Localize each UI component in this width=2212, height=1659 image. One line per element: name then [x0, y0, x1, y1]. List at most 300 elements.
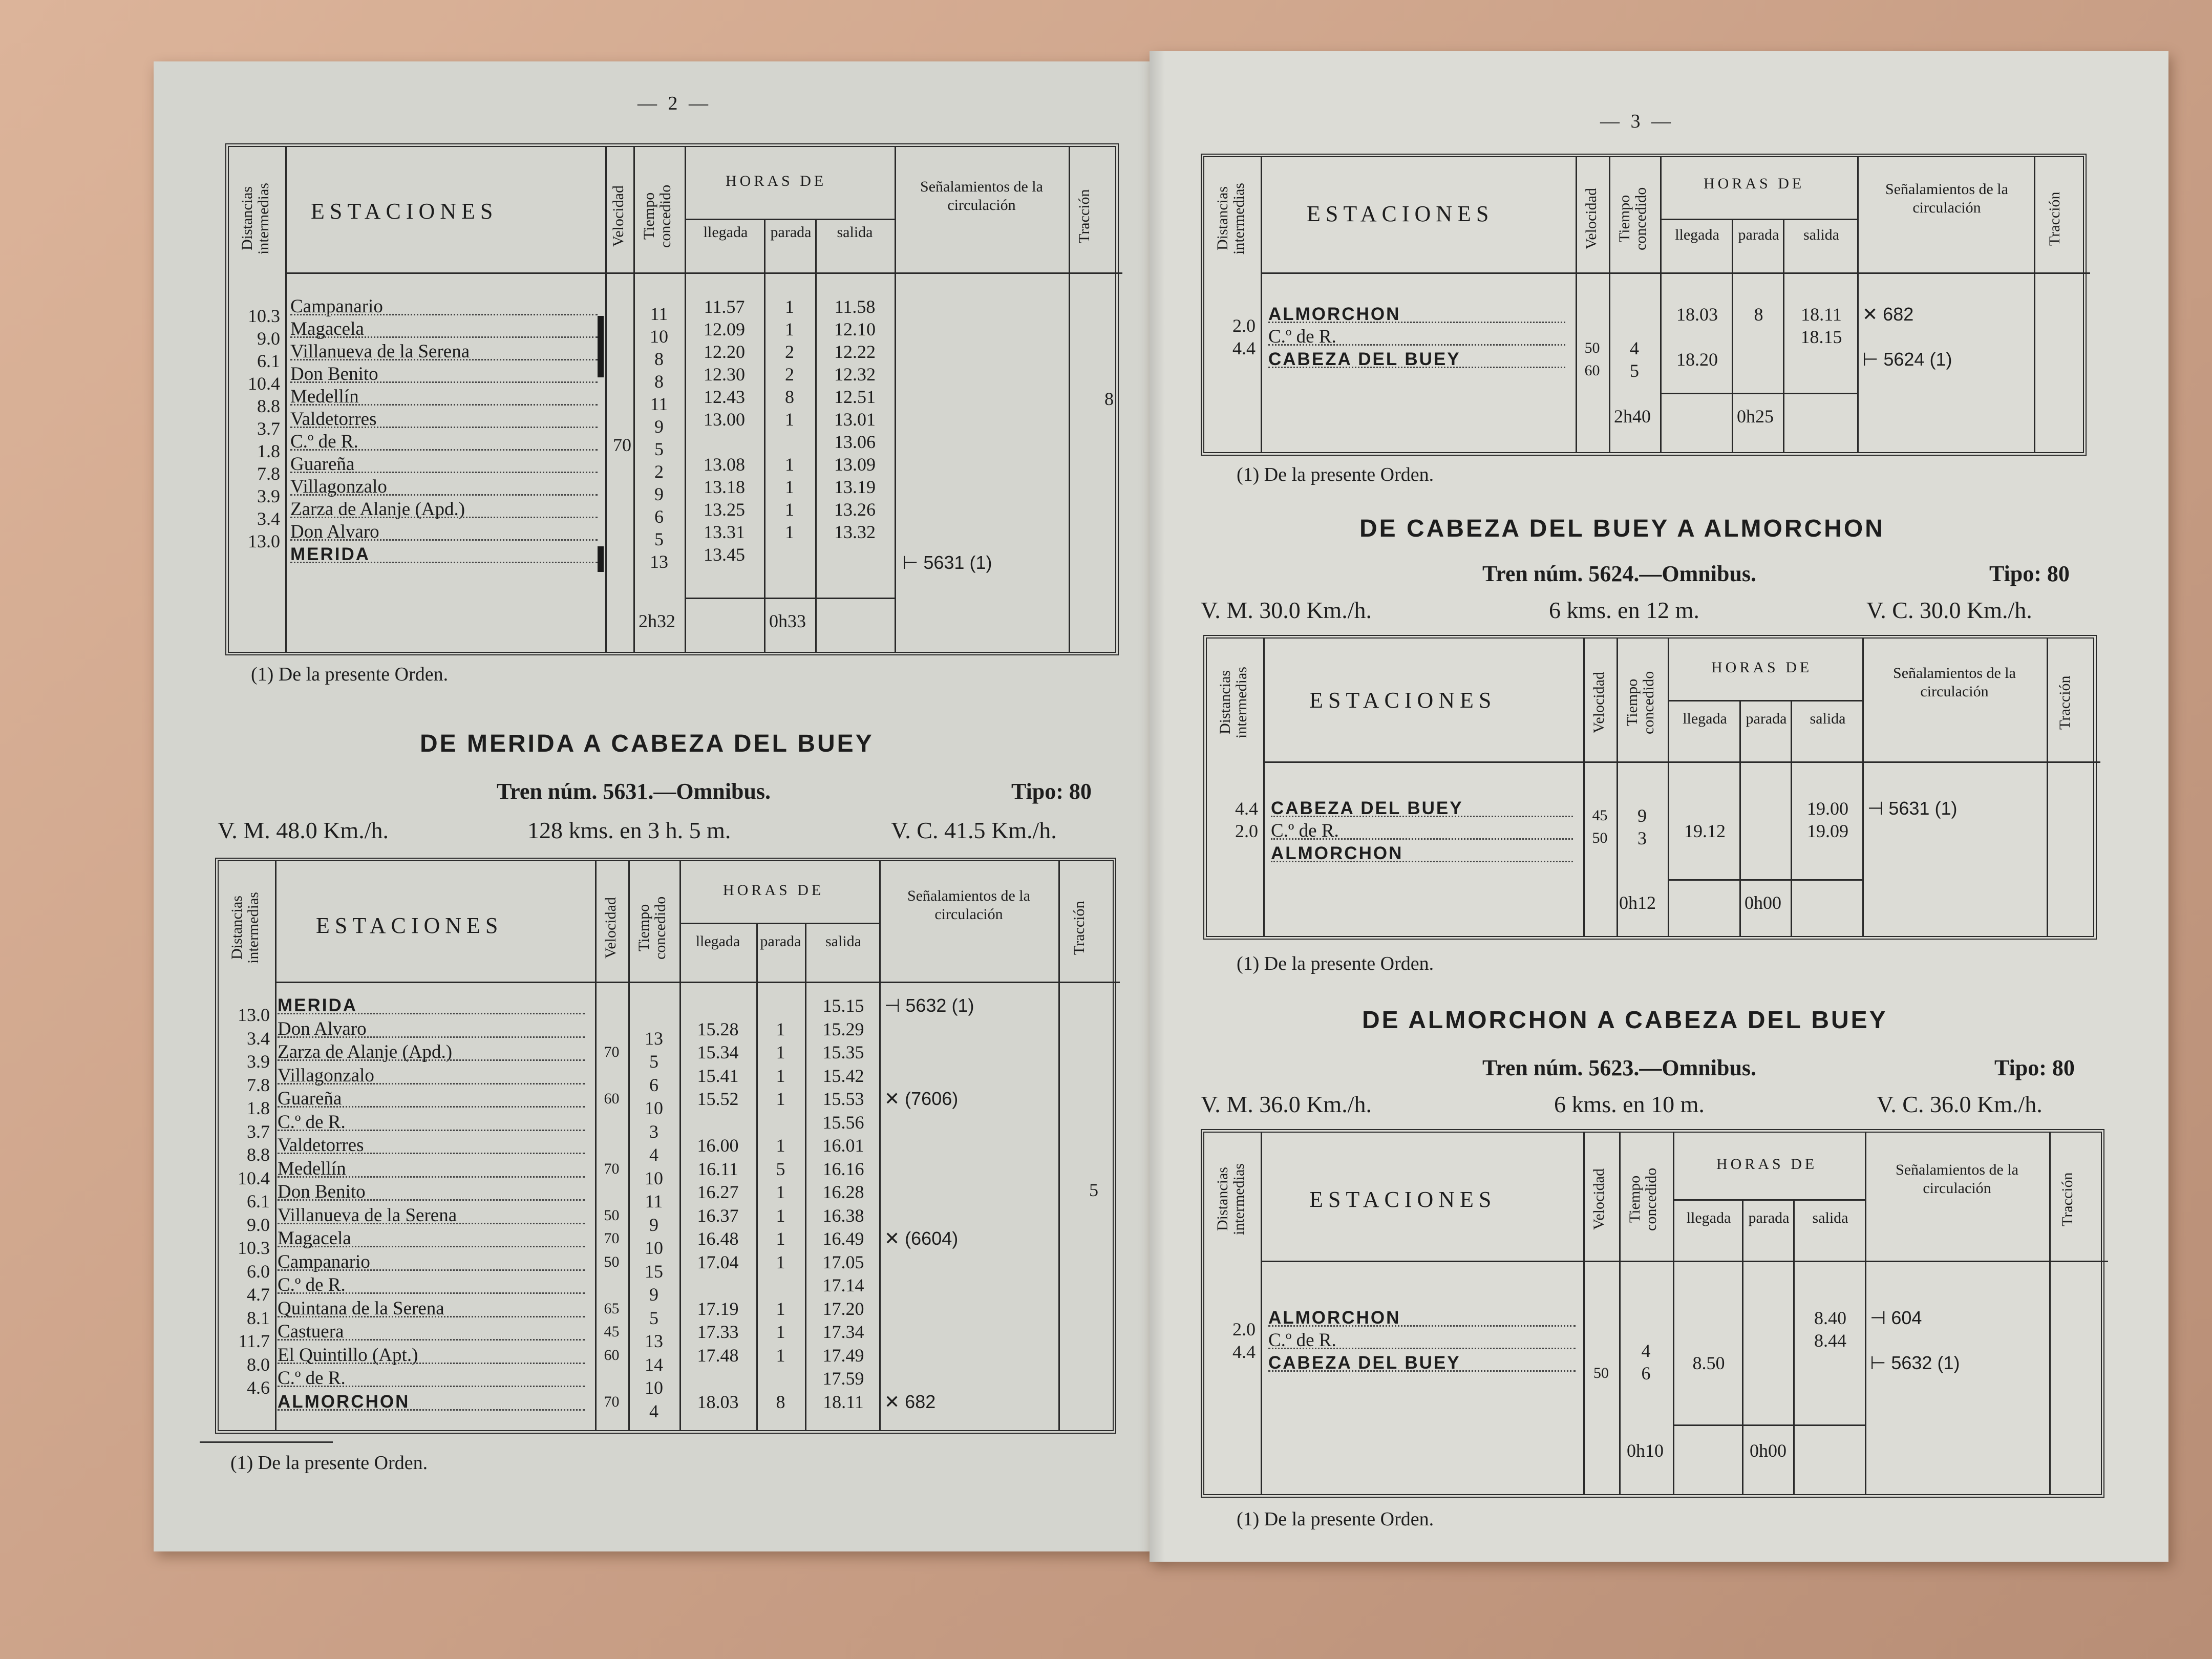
row-llegada: 16.00	[697, 1135, 739, 1156]
dot-leader	[290, 562, 598, 563]
row-station: Guareña	[278, 1088, 345, 1110]
row-parada: 1	[785, 477, 794, 497]
row-llegada: 8.50	[1692, 1353, 1725, 1373]
header-horas: HORAS DE	[1704, 175, 1805, 192]
row-station: Quintana de la Serena	[278, 1298, 448, 1320]
header-senalamientos: Señalamientos de la circulación	[920, 178, 1043, 214]
header-parada: parada	[770, 224, 812, 241]
row-tiempo: 4	[649, 1144, 658, 1165]
row-signal: ⊣ 604	[1870, 1307, 1922, 1328]
header-estaciones: ESTACIONES	[1309, 688, 1497, 713]
commercial-speed: V. C. 30.0 Km./h.	[1866, 597, 2032, 623]
row-salida: 13.09	[834, 454, 876, 475]
row-station: Valdetorres	[290, 408, 380, 431]
row-salida: 15.56	[822, 1112, 864, 1133]
row-parada: 1	[785, 522, 794, 542]
train-number: Tren núm. 5623.—Omnibus.	[1482, 1055, 1757, 1080]
row-distance: 3.9	[247, 1051, 270, 1072]
row-llegada: 18.20	[1676, 349, 1718, 370]
train-number: Tren núm. 5631.—Omnibus.	[497, 779, 771, 804]
dot-leader	[278, 1363, 585, 1364]
distance-time: 128 kms. en 3 h. 5 m.	[527, 817, 731, 843]
row-station: Villanueva de la Serena	[278, 1204, 460, 1227]
dot-leader	[278, 1316, 585, 1317]
row-distance: 2.0	[1232, 315, 1256, 336]
header-senalamientos: Señalamientos de la circulación	[907, 887, 1030, 923]
header-velocidad: Velocidad	[610, 185, 627, 247]
row-velocidad: 45	[1592, 807, 1608, 824]
header-senalamientos: Señalamientos de la circulación	[1885, 181, 2008, 216]
footnote: (1) De la presente Orden.	[1237, 464, 1434, 485]
row-station: CABEZA DEL BUEY	[1271, 797, 1466, 820]
header-llegada: llegada	[703, 224, 748, 241]
row-parada: 2	[785, 342, 794, 362]
dot-leader	[278, 1130, 585, 1131]
row-tiempo: 13	[650, 551, 668, 572]
page-fold	[1150, 51, 1165, 1562]
row-distance: 3.9	[257, 486, 280, 506]
header-tiempo: Tiempo concedido	[635, 896, 669, 960]
page-number: — 2 —	[637, 93, 711, 114]
row-salida: 16.49	[822, 1228, 864, 1249]
row-distance: 9.0	[247, 1214, 270, 1235]
row-station: Don Alvaro	[278, 1018, 370, 1040]
row-llegada: 16.27	[697, 1182, 739, 1202]
distance-time: 6 kms. en 10 m.	[1554, 1091, 1705, 1117]
header-salida: salida	[1803, 226, 1839, 243]
row-station: C.º de R.	[1271, 820, 1342, 842]
dot-leader	[1268, 322, 1565, 323]
footnote: (1) De la presente Orden.	[1237, 953, 1434, 974]
header-tiempo: Tiempo concedido	[1626, 1167, 1660, 1231]
row-llegada: 15.41	[697, 1065, 739, 1086]
row-station: Zarza de Alanje (Apd.)	[278, 1041, 455, 1064]
row-salida: 19.00	[1807, 798, 1848, 819]
header-estaciones: ESTACIONES	[311, 199, 498, 224]
row-velocidad: 50	[1592, 830, 1608, 846]
row-salida: 13.26	[834, 499, 876, 520]
header-traccion: Tracción	[1071, 901, 1088, 955]
row-signal: ⊣ 5632 (1)	[884, 995, 974, 1016]
row-parada: 1	[776, 1018, 785, 1039]
row-llegada: 18.03	[697, 1391, 739, 1412]
dot-leader	[278, 1106, 585, 1108]
row-station: Campanario	[290, 295, 386, 318]
header-distancias: Distancias intermedias	[1214, 1163, 1247, 1235]
row-parada: 1	[785, 409, 794, 430]
row-salida: 15.53	[822, 1089, 864, 1109]
header-senalamientos: Señalamientos de la circulación	[1893, 665, 2016, 700]
row-salida: 15.29	[822, 1018, 864, 1039]
row-parada: 1	[776, 1251, 785, 1272]
row-distance: 10.4	[238, 1167, 270, 1188]
row-salida: 17.59	[822, 1368, 864, 1389]
row-distance: 10.3	[238, 1238, 270, 1258]
header-tiempo: Tiempo concedido	[641, 184, 674, 248]
row-salida: 8.44	[1814, 1330, 1846, 1351]
header-distancias: Distancias intermedias	[239, 183, 272, 254]
header-traccion: Tracción	[2056, 675, 2073, 730]
row-salida: 16.01	[822, 1135, 864, 1156]
total-parada: 0h25	[1737, 406, 1774, 427]
row-distance: 3.4	[257, 508, 280, 529]
row-signal: ✕ (7606)	[884, 1088, 959, 1109]
header-traccion: Tracción	[1076, 189, 1093, 243]
row-salida: 12.10	[834, 319, 876, 339]
row-llegada: 12.43	[704, 387, 745, 407]
section-title: DE MERIDA A CABEZA DEL BUEY	[420, 730, 874, 757]
row-station: Magacela	[278, 1227, 354, 1250]
row-tiempo: 9	[649, 1214, 658, 1235]
row-station: ALMORCHON	[1268, 303, 1403, 326]
row-salida: 17.20	[822, 1298, 864, 1319]
signal-label: ⊢ 5631 (1)	[902, 552, 992, 573]
row-station: MERIDA	[290, 543, 373, 566]
commercial-speed: V. C. 41.5 Km./h.	[891, 817, 1057, 843]
row-parada: 1	[785, 319, 794, 339]
dot-leader	[278, 1083, 585, 1084]
row-distance: 4.4	[1232, 338, 1256, 358]
row-llegada: 13.18	[704, 477, 745, 497]
row-parada: 1	[776, 1065, 785, 1086]
row-tiempo: 3	[1637, 828, 1647, 848]
timetable-merida-section	[225, 143, 1119, 655]
row-tiempo: 10	[645, 1167, 663, 1188]
row-distance: 8.0	[247, 1354, 270, 1375]
row-distance: 8.8	[257, 396, 280, 416]
row-parada: 1	[776, 1298, 785, 1319]
dot-leader	[290, 336, 598, 338]
dot-leader	[1268, 1348, 1576, 1349]
row-salida: 11.58	[834, 296, 876, 317]
row-salida: 17.34	[822, 1322, 864, 1342]
row-llegada: 13.00	[704, 409, 745, 430]
row-tiempo: 11	[650, 394, 668, 414]
max-speed: V. M. 48.0 Km./h.	[218, 817, 389, 843]
dot-leader	[1271, 838, 1573, 840]
train-number: Tren núm. 5624.—Omnibus.	[1482, 561, 1757, 586]
row-tiempo: 15	[645, 1261, 663, 1282]
row-distance: 4.4	[1232, 1342, 1256, 1362]
row-salida: 12.22	[834, 342, 876, 362]
row-velocidad: 70	[604, 1160, 620, 1177]
row-tiempo: 9	[1637, 805, 1647, 826]
traccion-value: 5	[1089, 1180, 1098, 1200]
row-tiempo: 9	[649, 1284, 658, 1305]
header-parada: parada	[1746, 710, 1787, 727]
row-velocidad: 60	[604, 1090, 620, 1107]
header-salida: salida	[1810, 710, 1846, 727]
dot-leader	[278, 1223, 585, 1224]
row-distance: 4.6	[247, 1377, 270, 1398]
row-llegada: 12.20	[704, 342, 745, 362]
header-velocidad: Velocidad	[602, 897, 619, 959]
dot-leader	[278, 1339, 585, 1341]
timetable-almorchon-cabeza	[1201, 154, 2087, 456]
footnote: (1) De la presente Orden.	[1237, 1508, 1434, 1530]
commercial-speed: V. C. 36.0 Km./h.	[1877, 1091, 2043, 1117]
dot-leader	[290, 404, 598, 406]
header-salida: salida	[825, 933, 861, 950]
row-station: Medellín	[290, 386, 362, 408]
footnote: (1) De la presente Orden.	[251, 664, 449, 685]
row-velocidad: 65	[604, 1300, 620, 1317]
section-title: DE CABEZA DEL BUEY A ALMORCHON	[1359, 515, 1885, 542]
dot-leader	[278, 1059, 585, 1061]
row-parada: 1	[785, 296, 794, 317]
row-parada: 1	[776, 1345, 785, 1366]
row-velocidad: 60	[1584, 362, 1600, 379]
row-llegada: 13.31	[704, 522, 745, 542]
dot-leader	[1271, 816, 1573, 817]
row-llegada: 16.48	[697, 1228, 739, 1249]
row-tiempo: 2	[654, 461, 664, 482]
row-parada: 1	[776, 1182, 785, 1202]
header-estaciones: ESTACIONES	[316, 913, 503, 938]
header-distancias: Distancias intermedias	[1217, 667, 1250, 738]
header-horas: HORAS DE	[1711, 659, 1813, 676]
row-llegada: 19.12	[1684, 821, 1726, 841]
train-type: Tipo: 80	[1989, 561, 2070, 586]
dot-leader	[278, 1036, 585, 1038]
row-salida: 13.06	[834, 432, 876, 452]
dot-leader	[290, 427, 598, 428]
row-station: Villanueva de la Serena	[290, 341, 473, 363]
row-parada: 1	[776, 1322, 785, 1342]
row-signal: ⊢ 5632 (1)	[1870, 1352, 1960, 1373]
row-llegada: 17.33	[697, 1322, 739, 1342]
traccion-value: 8	[1104, 389, 1114, 409]
header-parada: parada	[1738, 226, 1779, 243]
row-distance: 1.8	[247, 1098, 270, 1118]
row-salida: 17.49	[822, 1345, 864, 1366]
row-velocidad: 45	[604, 1323, 620, 1340]
header-horas: HORAS DE	[723, 882, 824, 899]
row-distance: 7.8	[247, 1074, 270, 1095]
row-velocidad: 50	[1593, 1365, 1609, 1381]
row-distance: 6.1	[247, 1191, 270, 1211]
header-parada: parada	[1748, 1209, 1790, 1226]
row-llegada: 12.30	[704, 364, 745, 385]
row-llegada: 15.34	[697, 1042, 739, 1062]
row-salida: 17.05	[822, 1251, 864, 1272]
dot-leader	[290, 314, 598, 315]
header-parada: parada	[760, 933, 801, 950]
row-tiempo: 4	[649, 1400, 658, 1421]
row-station: C.º de R.	[278, 1111, 349, 1134]
dot-leader	[1271, 861, 1573, 862]
row-tiempo: 13	[645, 1331, 663, 1351]
row-station: C.º de R.	[1268, 1329, 1339, 1352]
row-station: CABEZA DEL BUEY	[1268, 348, 1464, 371]
row-station: Zarza de Alanje (Apd.)	[290, 498, 468, 521]
row-station: Castuera	[278, 1321, 347, 1343]
header-traccion: Tracción	[2059, 1172, 2076, 1226]
header-tiempo: Tiempo concedido	[1616, 187, 1649, 250]
row-station: Magacela	[290, 318, 367, 341]
dot-leader	[290, 449, 598, 451]
row-tiempo: 8	[654, 371, 664, 392]
row-velocidad: 60	[604, 1346, 620, 1364]
dot-leader	[278, 1409, 585, 1411]
row-llegada: 18.03	[1676, 304, 1718, 325]
row-velocidad: 70	[604, 1230, 620, 1247]
row-distance: 11.7	[238, 1331, 270, 1351]
row-signal: ✕ (6604)	[884, 1228, 959, 1249]
row-parada: 5	[776, 1158, 785, 1179]
dot-leader	[1268, 1325, 1576, 1327]
row-signal: ⊢ 5624 (1)	[1862, 349, 1952, 370]
row-llegada: 17.19	[697, 1298, 739, 1319]
row-velocidad: 70	[604, 1393, 620, 1410]
dot-leader	[278, 1246, 585, 1247]
row-salida: 15.15	[822, 995, 864, 1016]
row-distance: 13.0	[248, 531, 280, 551]
header-horas: HORAS DE	[726, 173, 827, 189]
row-distance: 8.1	[247, 1307, 270, 1328]
row-distance: 4.4	[1235, 798, 1258, 819]
row-salida: 18.11	[1801, 304, 1842, 325]
row-llegada: 16.11	[697, 1158, 738, 1179]
row-tiempo: 6	[1641, 1363, 1651, 1384]
row-station: Don Benito	[290, 363, 381, 386]
row-distance: 3.7	[257, 418, 280, 439]
row-llegada: 13.45	[704, 544, 745, 565]
header-llegada: llegada	[1686, 1209, 1731, 1226]
dot-leader	[278, 1386, 585, 1387]
header-tiempo: Tiempo concedido	[1624, 671, 1657, 734]
row-tiempo: 4	[1630, 338, 1639, 358]
row-tiempo: 10	[645, 1098, 663, 1118]
dot-leader	[290, 359, 598, 360]
row-distance: 9.0	[257, 328, 280, 349]
right-page	[1150, 51, 2168, 1562]
row-tiempo: 10	[645, 1377, 663, 1398]
row-parada: 1	[785, 499, 794, 520]
total-tiempo: 0h12	[1619, 892, 1656, 913]
row-tiempo: 10	[645, 1238, 663, 1258]
row-tiempo: 11	[650, 304, 668, 324]
row-distance: 7.8	[257, 463, 280, 484]
row-tiempo: 9	[654, 484, 664, 504]
header-llegada: llegada	[1683, 710, 1727, 727]
row-tiempo: 5	[1630, 360, 1639, 381]
row-velocidad: 70	[604, 1044, 620, 1060]
row-parada: 8	[776, 1391, 785, 1412]
total-parada: 0h00	[1745, 892, 1781, 913]
row-distance: 13.0	[238, 1005, 270, 1025]
row-station: C.º de R.	[1268, 326, 1339, 348]
row-tiempo: 6	[654, 506, 664, 527]
row-llegada: 17.04	[697, 1251, 739, 1272]
row-parada: 1	[776, 1135, 785, 1156]
header-horas: HORAS DE	[1716, 1156, 1818, 1173]
row-station: Guareña	[290, 453, 357, 476]
left-page	[154, 61, 1165, 1551]
row-tiempo: 4	[1641, 1341, 1651, 1361]
row-distance: 1.8	[257, 441, 280, 461]
row-station: C.º de R.	[278, 1274, 349, 1296]
row-salida: 8.40	[1814, 1308, 1846, 1328]
velocidad-value: 70	[613, 435, 631, 455]
row-salida: 18.11	[823, 1391, 864, 1412]
row-parada: 8	[785, 387, 794, 407]
row-salida: 17.14	[822, 1275, 864, 1295]
dot-leader	[1268, 1370, 1576, 1372]
row-distance: 3.7	[247, 1121, 270, 1142]
row-tiempo: 9	[654, 416, 664, 437]
row-salida: 15.35	[822, 1042, 864, 1062]
row-llegada: 13.08	[704, 454, 745, 475]
timetable-5631	[215, 858, 1116, 1434]
row-llegada: 11.57	[704, 296, 745, 317]
row-station: MERIDA	[278, 994, 360, 1017]
row-velocidad: 50	[604, 1253, 620, 1270]
row-salida: 15.42	[822, 1065, 864, 1086]
row-salida: 18.15	[1800, 327, 1842, 347]
row-distance: 6.0	[247, 1261, 270, 1282]
header-salida: salida	[1812, 1209, 1848, 1226]
row-tiempo: 5	[654, 439, 664, 459]
row-parada: 1	[776, 1205, 785, 1226]
total-tiempo: 0h10	[1627, 1440, 1664, 1461]
row-station: C.º de R.	[278, 1367, 349, 1390]
row-llegada: 15.52	[697, 1089, 739, 1109]
row-station: ALMORCHON	[1268, 1307, 1403, 1329]
row-tiempo: 10	[650, 326, 668, 347]
row-signal: ⊣ 5631 (1)	[1867, 798, 1958, 819]
dot-leader	[278, 1176, 585, 1178]
max-speed: V. M. 30.0 Km./h.	[1201, 597, 1372, 623]
dot-leader	[278, 1269, 585, 1271]
row-llegada: 15.28	[697, 1018, 739, 1039]
train-type: Tipo: 80	[1011, 779, 1092, 804]
dot-leader	[290, 539, 598, 541]
row-station: ALMORCHON	[1271, 842, 1406, 865]
header-estaciones: ESTACIONES	[1309, 1187, 1497, 1212]
row-distance: 3.4	[247, 1028, 270, 1049]
header-velocidad: Velocidad	[1590, 1168, 1607, 1230]
dot-leader	[278, 1153, 585, 1154]
row-llegada: 16.37	[697, 1205, 739, 1226]
row-station: ALMORCHON	[278, 1391, 413, 1413]
dot-leader	[278, 1292, 585, 1294]
row-tiempo: 5	[649, 1051, 658, 1072]
row-tiempo: 14	[645, 1354, 663, 1375]
section-title: DE ALMORCHON A CABEZA DEL BUEY	[1362, 1007, 1888, 1034]
row-llegada: 13.25	[704, 499, 745, 520]
row-parada: 2	[785, 364, 794, 385]
total-tiempo: 2h32	[639, 611, 675, 631]
row-station: Villagonzalo	[290, 476, 390, 498]
row-salida: 16.38	[822, 1205, 864, 1226]
row-tiempo: 6	[649, 1074, 658, 1095]
row-parada: 8	[1754, 304, 1763, 325]
header-velocidad: Velocidad	[1583, 188, 1600, 249]
distance-time: 6 kms. en 12 m.	[1549, 597, 1699, 623]
row-salida: 19.09	[1807, 821, 1848, 841]
row-llegada: 17.48	[697, 1345, 739, 1366]
row-parada: 1	[776, 1228, 785, 1249]
row-salida: 16.28	[822, 1182, 864, 1202]
row-distance: 2.0	[1235, 821, 1258, 841]
row-signal: ✕ 682	[884, 1391, 936, 1412]
row-salida: 13.32	[834, 522, 876, 542]
row-station: Don Alvaro	[290, 521, 382, 543]
header-velocidad: Velocidad	[1590, 672, 1607, 733]
row-velocidad: 50	[604, 1206, 620, 1224]
row-distance: 4.7	[247, 1284, 270, 1305]
